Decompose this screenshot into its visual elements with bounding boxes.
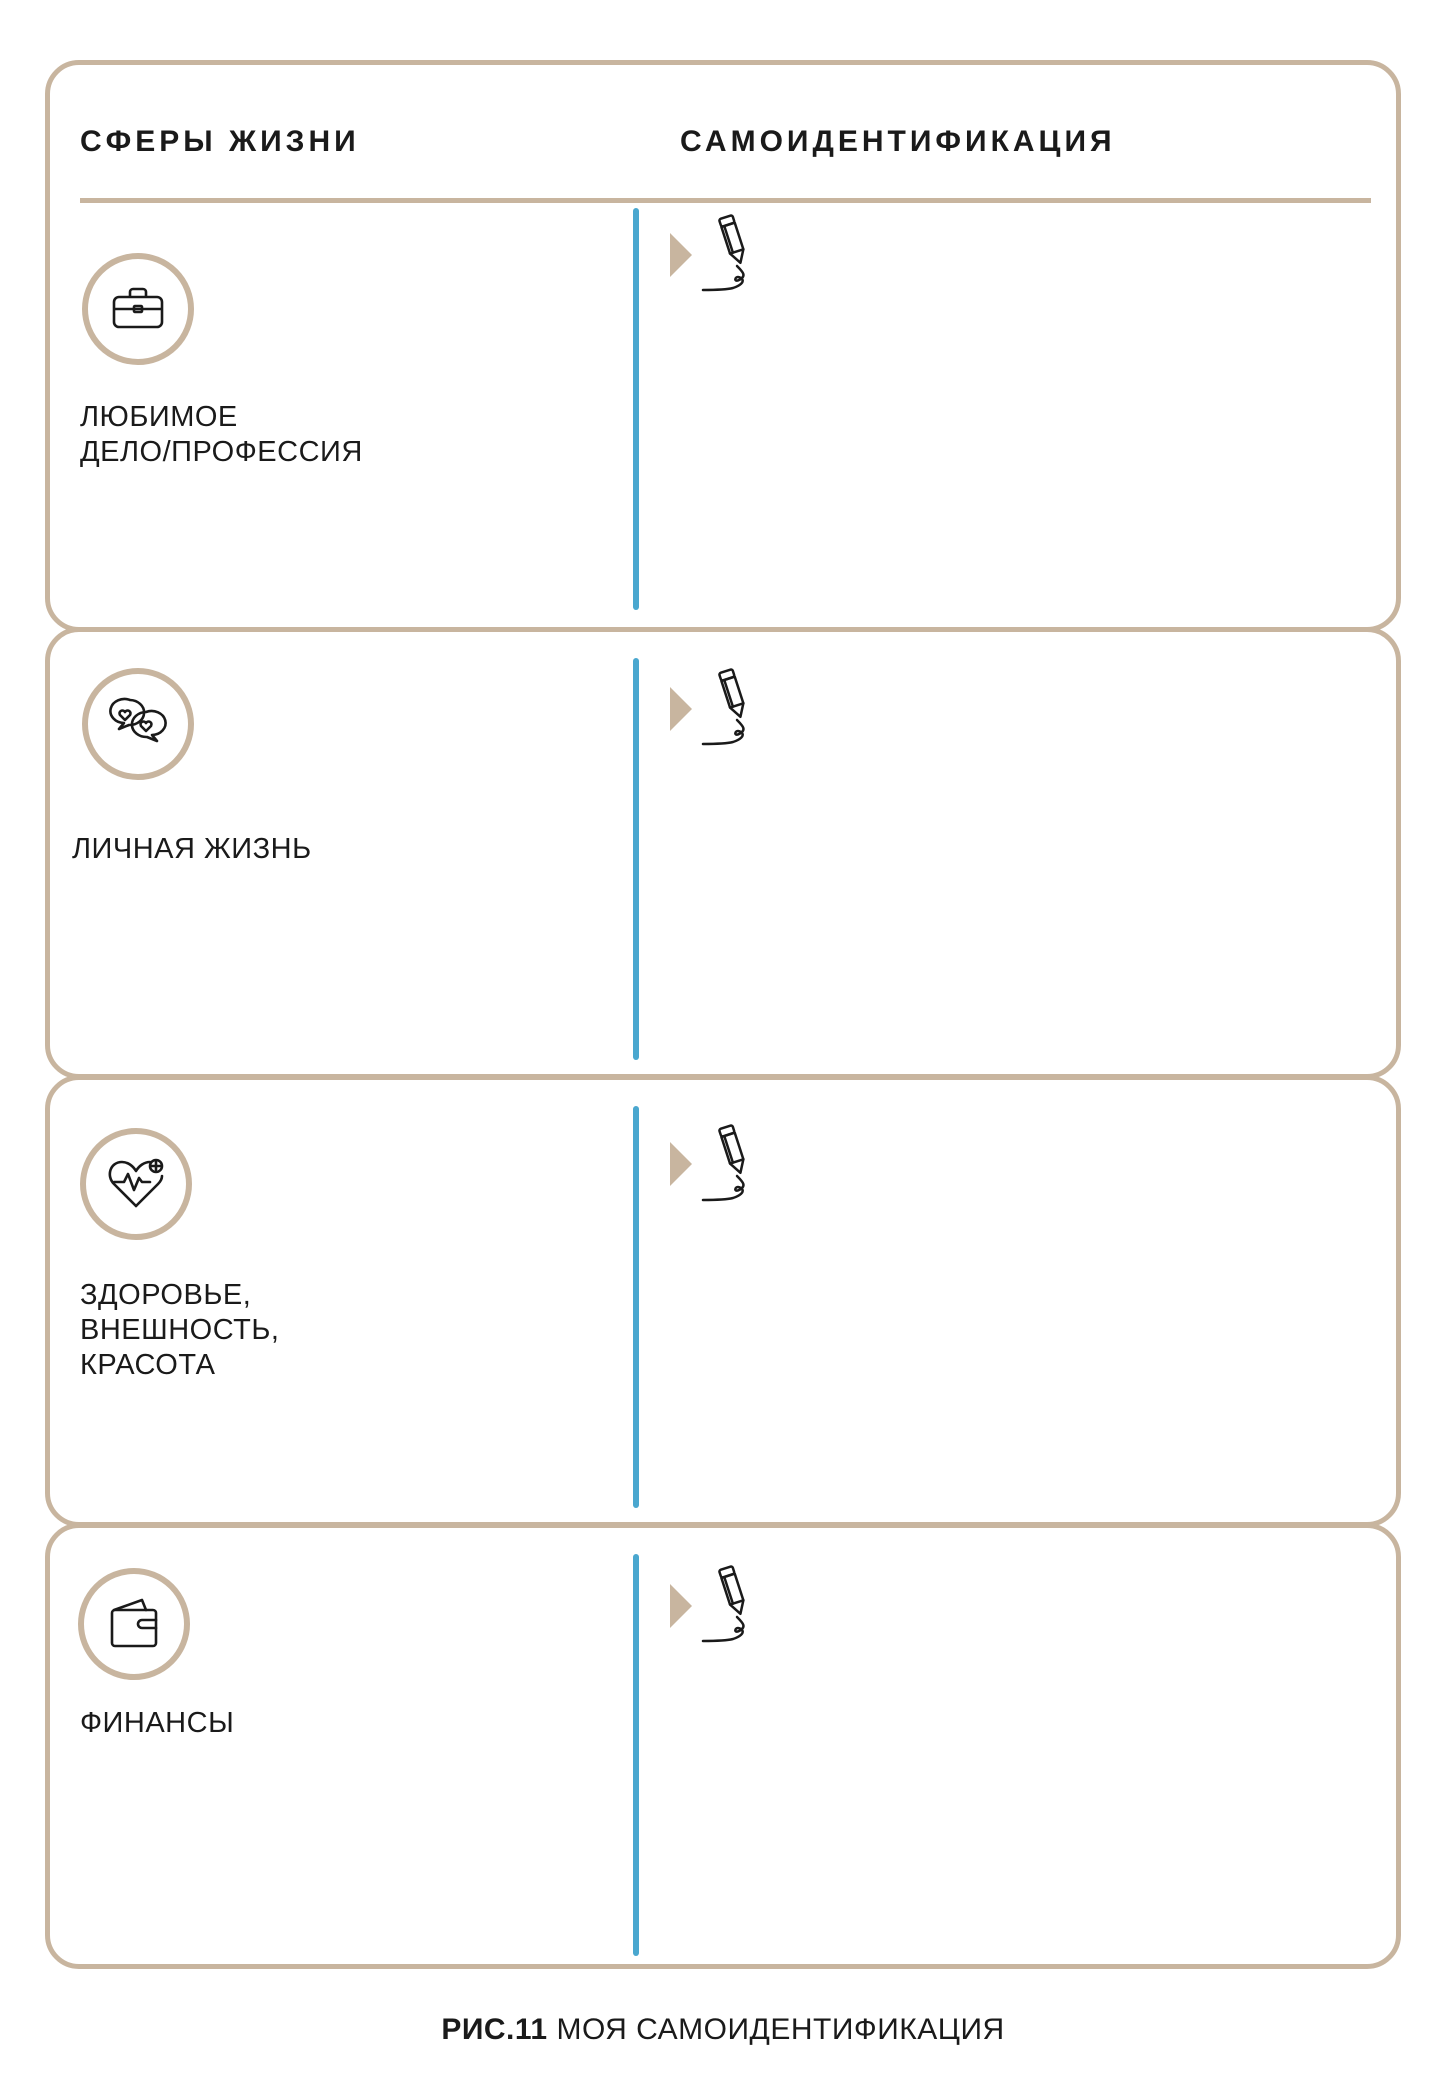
pen-icon xyxy=(695,664,765,754)
wallet-icon xyxy=(102,1592,166,1656)
card-profession xyxy=(45,60,1401,632)
sphere-icon-badge xyxy=(82,668,194,780)
pen-icon xyxy=(695,1120,765,1210)
sphere-label: ФИНАНСЫ xyxy=(80,1707,235,1739)
arrow-marker xyxy=(670,687,692,731)
figure-title: МОЯ САМОИДЕНТИФИКАЦИЯ xyxy=(556,2013,1005,2046)
arrow-marker xyxy=(670,1584,692,1628)
arrow-marker xyxy=(670,1142,692,1186)
header-col-self-identification: САМОИДЕНТИФИКАЦИЯ xyxy=(680,125,1116,158)
figure-caption xyxy=(0,2013,1446,2047)
column-divider xyxy=(633,208,639,610)
header-col-spheres: СФЕРЫ ЖИЗНИ xyxy=(80,125,360,158)
sphere-label: ЛЮБИМОЕ ДЕЛО/ПРОФЕССИЯ xyxy=(80,401,363,468)
sphere-icon-badge xyxy=(78,1568,190,1680)
sphere-icon-badge xyxy=(80,1128,192,1240)
card-finances xyxy=(45,1523,1401,1969)
card-health xyxy=(45,1075,1401,1527)
pen-icon xyxy=(695,1561,765,1651)
header-divider xyxy=(80,198,1371,203)
column-divider xyxy=(633,658,639,1060)
figure-number: РИС.11 xyxy=(441,2013,548,2046)
briefcase-icon xyxy=(106,277,170,341)
sphere-label: ЛИЧНАЯ ЖИЗНЬ xyxy=(72,833,312,865)
heart-pulse-icon xyxy=(104,1152,168,1216)
column-divider xyxy=(633,1554,639,1956)
arrow-marker xyxy=(670,233,692,277)
chat-hearts-icon xyxy=(106,692,170,756)
sphere-icon-badge xyxy=(82,253,194,365)
sphere-label: ЗДОРОВЬЕ, ВНЕШНОСТЬ, КРАСОТА xyxy=(80,1279,280,1381)
column-divider xyxy=(633,1106,639,1508)
pen-icon xyxy=(695,210,765,300)
card-personal-life xyxy=(45,627,1401,1079)
